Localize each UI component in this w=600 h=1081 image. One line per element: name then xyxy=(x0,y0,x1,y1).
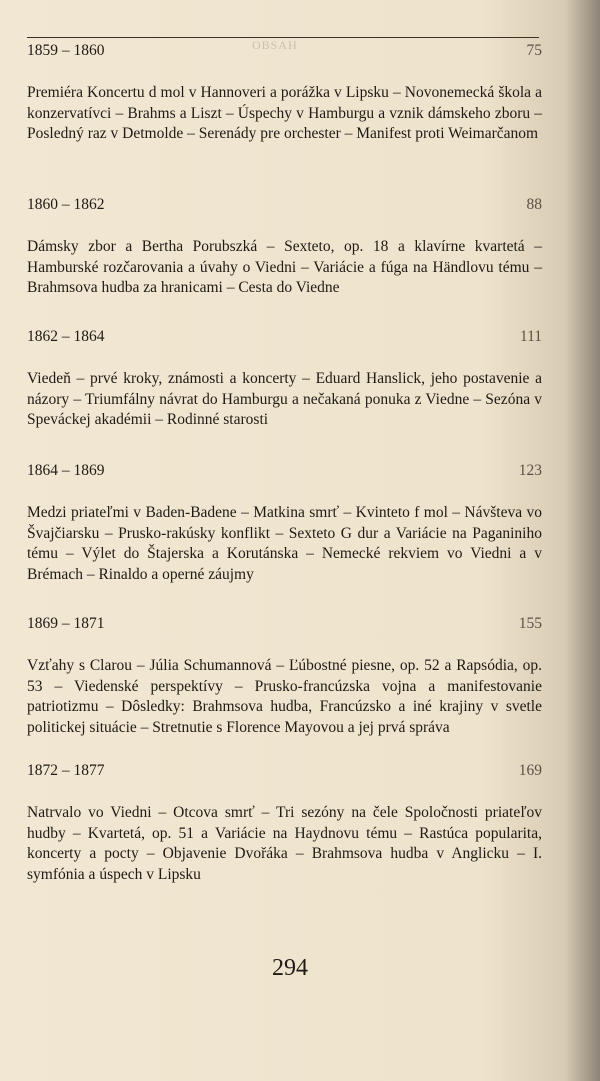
toc-entry-heading xyxy=(27,762,542,780)
entry-summary: Medzi priateľmi v Baden-Badene – Matkina smrť – Kvinteto f mol – Návšteva vo Švajčiarsku – Prusko-rakúsky konflikt – Sexteto G dur a Variácie na Paganiniho tému – Výlet do Štajerska a Korutánska – Nemecké rekviem vo Viedni a v Brémach – Rinaldo a operné záujmy xyxy=(27,504,542,583)
entry-page-number: 155 xyxy=(518,615,542,632)
entry-page-number: 111 xyxy=(519,328,542,345)
entry-page-number: 75 xyxy=(526,42,542,59)
entry-years: 1864 – 1869 xyxy=(27,462,105,479)
entry-years: 1860 – 1862 xyxy=(27,196,105,213)
toc-entry xyxy=(27,615,542,738)
entry-summary: Dámsky zbor a Bertha Porubszká – Sexteto, op. 18 a klavírne kvartetá – Hamburské rozčarovania a úvahy o Viedni – Variácie a fúga na Händlovu tému – Brahmsova hudba za hranicami – Cesta do Viedne xyxy=(27,238,542,296)
toc-entry-heading xyxy=(27,42,542,60)
entry-summary: Vzťahy s Clarou – Júlia Schumannová – Ľúbostné piesne, op. 52 a Rapsódia, op. 53 – Viedenské perspektívy – Prusko-francúzska vojna a manifestovanie patriotizmu – Dôsledky: Brahmsova hudba, Francúzsko a iné krajiny v svetle politickej situácie – Stretnutie s Florence Mayovou a jej prvá správa xyxy=(27,657,542,736)
entry-page-number: 123 xyxy=(518,462,542,479)
toc-entry-heading xyxy=(27,462,542,480)
page-number: 294 xyxy=(272,955,308,981)
entry-years: 1869 – 1871 xyxy=(27,615,105,632)
toc-entry-heading xyxy=(27,196,542,214)
toc-entry xyxy=(27,196,542,299)
show-through-header: OBSAH xyxy=(252,38,298,52)
entry-page-number: 169 xyxy=(518,762,542,779)
toc-entry-heading xyxy=(27,328,542,346)
entry-years: 1859 – 1860 xyxy=(27,42,105,59)
toc-entry-heading xyxy=(27,615,542,633)
entry-page-number: 88 xyxy=(526,196,542,213)
entry-years: 1862 – 1864 xyxy=(27,328,105,345)
toc-entry xyxy=(27,762,542,885)
entry-summary: Premiéra Koncertu d mol v Hannoveri a porážka v Lipsku – Novonemecká škola a konzervatívci – Brahms a Liszt – Úspechy v Hamburgu a vznik dámskeho zboru – Posledný raz v Detmolde – Serenády pre orchester – Manifest proti Weimarčanom xyxy=(27,84,542,142)
toc-entry xyxy=(27,462,542,585)
entry-years: 1872 – 1877 xyxy=(27,762,105,779)
entry-summary: Viedeň – prvé kroky, známosti a koncerty – Eduard Hanslick, jeho postavenie a názory – Triumfálny návrat do Hamburgu a nečakaná ponuka z Viedne – Sezóna v Speváckej akadémii – Rodinné starosti xyxy=(27,370,542,428)
toc-entry xyxy=(27,42,542,145)
toc-entry xyxy=(27,328,542,431)
entry-summary: Natrvalo vo Viedni – Otcova smrť – Tri sezóny na čele Spoločnosti priateľov hudby – Kvartetá, op. 51 a Variácie na Haydnovu tému – Rastúca popularita, koncerty a pocty – Objavenie Dvořáka – Brahmsova hudba v Anglicku – I. symfónia a úspech v Lipsku xyxy=(27,804,542,883)
